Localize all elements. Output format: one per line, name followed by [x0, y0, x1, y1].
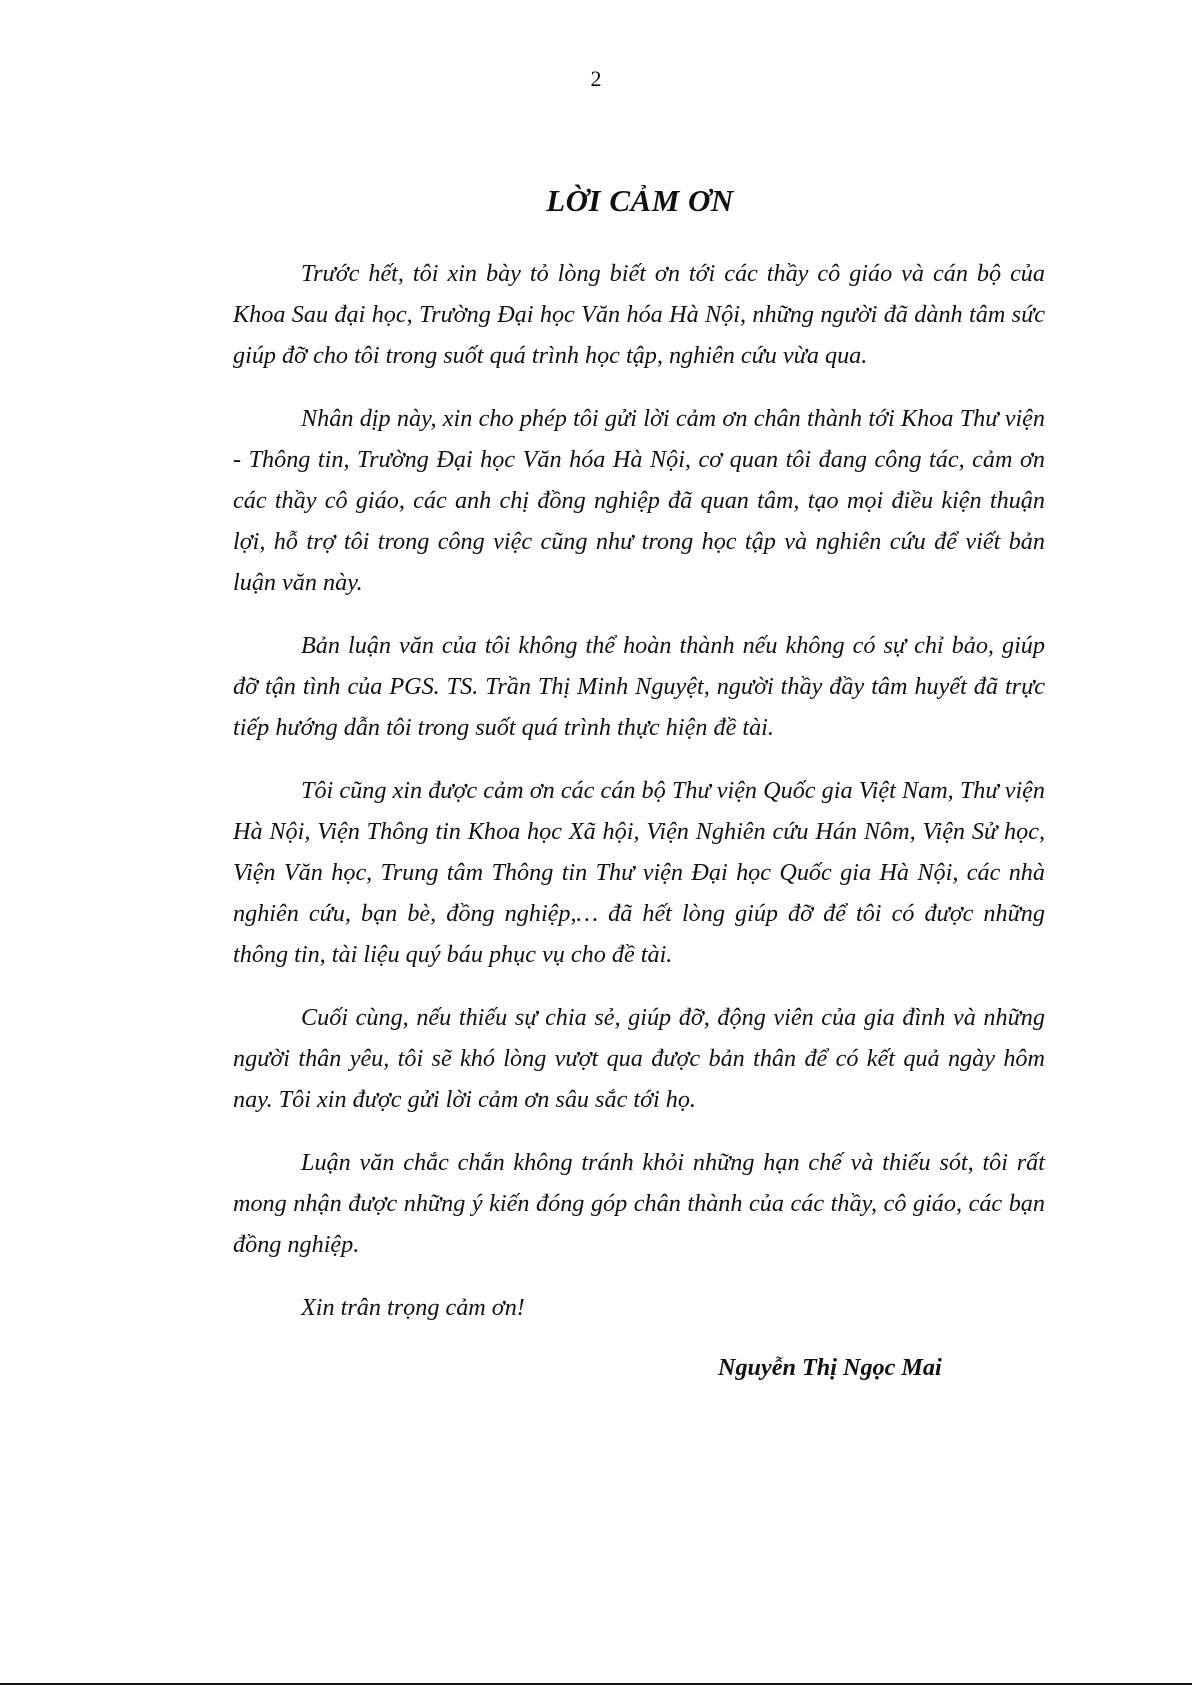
paragraph-4: Tôi cũng xin được cảm ơn các cán bộ Thư viện Quốc gia Việt Nam, Thư viện Hà Nội, Viện Thông tin Khoa học Xã hội, Viện Nghiên cứu Hán Nôm, Viện Sử học, Viện Văn học, Trung tâm Thông tin Thư viện Đại học Quốc gia Hà Nội, các nhà nghiên cứu, bạn bè, đồng nghiệp,… đã hết lòng giúp đỡ để tôi có được những thông tin, tài liệu quý báu phục vụ cho đề tài.: [233, 777, 1045, 968]
paragraph-1: Trước hết, tôi xin bày tỏ lòng biết ơn tới các thầy cô giáo và cán bộ của Khoa Sau đại học, Trường Đại học Văn hóa Hà Nội, những người đã dành tâm sức giúp đỡ cho tôi trong suốt quá trình học tập, nghiên cứu vừa qua.: [233, 260, 1045, 369]
paragraph-6: Luận văn chắc chắn không tránh khỏi những hạn chế và thiếu sót, tôi rất mong nhận được những ý kiến đóng góp chân thành của các thầy, cô giáo, các bạn đồng nghiệp.: [233, 1149, 1045, 1258]
page-title: LỜI CẢM ƠN: [546, 183, 734, 218]
acknowledgement-body: [233, 253, 1045, 1328]
author-signature: Nguyễn Thị Ngọc Mai: [718, 1354, 942, 1381]
paragraph-5: Cuối cùng, nếu thiếu sự chia sẻ, giúp đỡ, động viên của gia đình và những người thân yêu, tôi sẽ khó lòng vượt qua được bản thân để có kết quả ngày hôm nay. Tôi xin được gửi lời cảm ơn sâu sắc tới họ.: [233, 1004, 1045, 1113]
paragraph-3: Bản luận văn của tôi không thể hoàn thành nếu không có sự chỉ bảo, giúp đỡ tận tình của PGS. TS. Trần Thị Minh Nguyệt, người thầy đầy tâm huyết đã trực tiếp hướng dẫn tôi trong suốt quá trình thực hiện đề tài.: [233, 632, 1045, 741]
page-number: 2: [590, 66, 602, 91]
closing-line: Xin trân trọng cảm ơn!: [301, 1294, 525, 1321]
paragraph-2: Nhân dịp này, xin cho phép tôi gửi lời cảm ơn chân thành tới Khoa Thư viện - Thông tin, Trường Đại học Văn hóa Hà Nội, cơ quan tôi đang công tác, cảm ơn các thầy cô giáo, các anh chị đồng nghiệp đã quan tâm, tạo mọi điều kiện thuận lợi, hỗ trợ tôi trong công việc cũng như trong học tập và nghiên cứu để viết bản luận văn này.: [233, 405, 1045, 596]
